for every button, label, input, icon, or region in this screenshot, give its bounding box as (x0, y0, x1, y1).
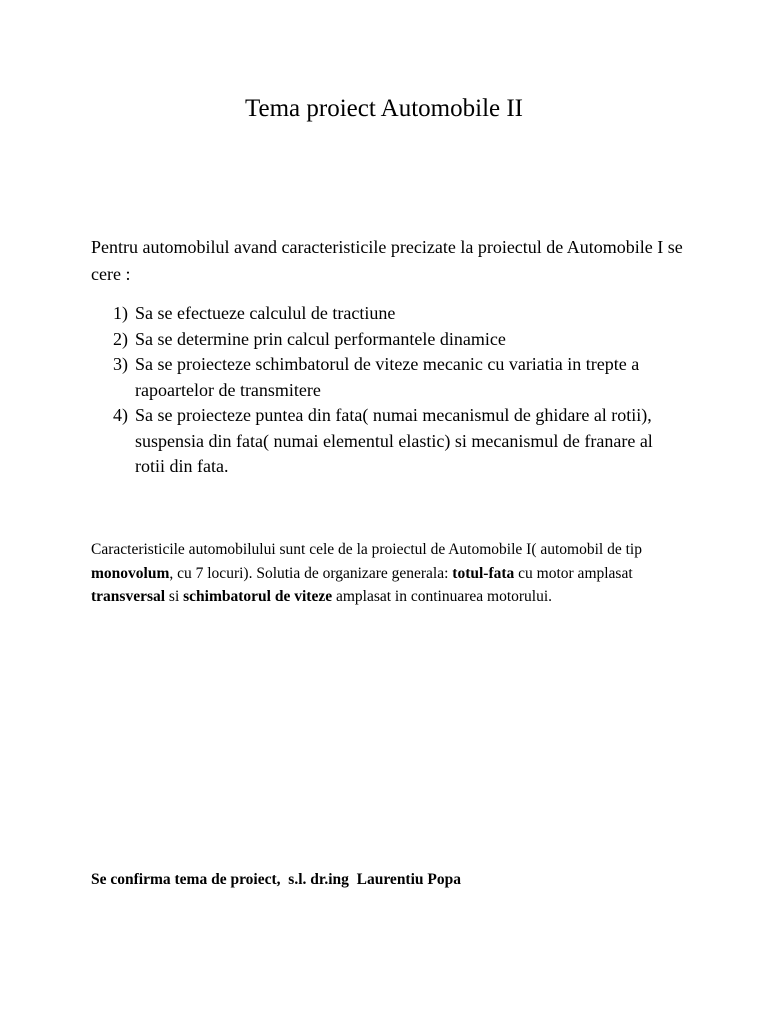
task-number: 1) (113, 303, 128, 323)
task-number: 3) (113, 354, 128, 374)
task-list (113, 301, 673, 480)
task-number: 2) (113, 328, 128, 349)
engine-orientation: transversal (91, 588, 166, 605)
confirmation-line (91, 869, 691, 891)
characteristics-text: , cu 7 locuri). Solutia de organizare generala: (169, 564, 453, 582)
list-item (113, 327, 673, 353)
characteristics-text: cu motor amplasat (514, 564, 633, 582)
characteristics-paragraph (91, 538, 691, 609)
list-item (113, 352, 673, 403)
task-text: Sa se proiecteze schimbatorul de viteze mecanic cu variatia in trepte a rapoartelor de transmitere (135, 354, 640, 400)
gearbox-term: schimbatorul de viteze (183, 588, 333, 605)
characteristics-text: si (165, 588, 184, 605)
intro-paragraph: Pentru automobilul avand caracteristicile precizate la proiectul de Automobile I se cere : (91, 237, 683, 284)
characteristics-text: Caracteristicile automobilului sunt cele de la proiectul de Automobile I( automobil de tip (91, 541, 642, 558)
drive-layout: totul-fata (452, 564, 515, 582)
document-title: Tema proiect Automobile II (244, 95, 524, 122)
confirmation-text: Se confirma tema de proiect, s.l. dr.ing Laurentiu Popa (91, 871, 461, 888)
task-text: Sa se efectueze calculul de tractiune (135, 303, 396, 323)
characteristics-text: amplasat in continuarea motorului. (332, 588, 553, 605)
task-text: Sa se determine prin calcul performantele dinamice (135, 328, 506, 349)
list-item (113, 403, 673, 480)
task-text: Sa se proiecteze puntea din fata( numai mecanismul de ghidare al rotii), suspensia din fata( numai elementul elastic) si mecanismul de franare al rotii din fata. (135, 405, 653, 476)
vehicle-type: monovolum (91, 564, 170, 582)
list-item (113, 301, 673, 327)
task-number: 4) (113, 405, 128, 425)
